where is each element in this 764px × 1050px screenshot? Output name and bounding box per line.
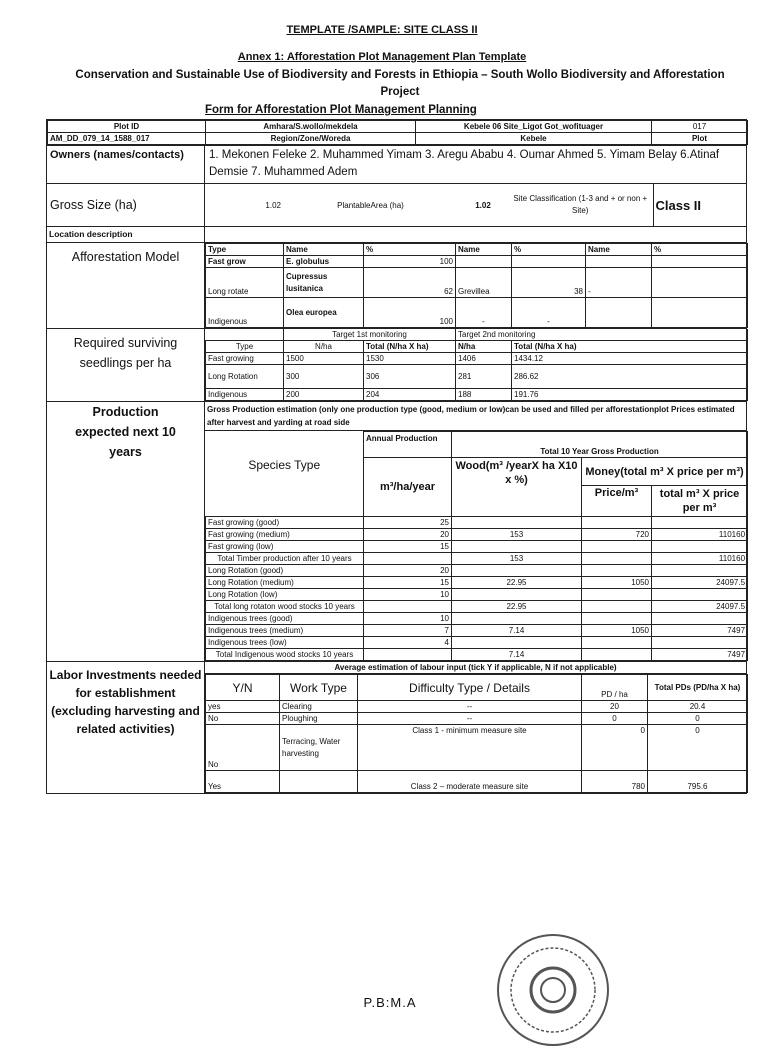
footer-signature: P.B:M.A: [363, 995, 417, 1010]
model-row: [47, 243, 747, 329]
production-wood-cell: 7.14: [452, 649, 582, 661]
production-wood-cell: [452, 589, 582, 601]
production-species-cell: Indigenous trees (medium): [206, 625, 364, 637]
production-total-cell: 24097.5: [652, 577, 748, 589]
production-wood-cell: 153: [452, 529, 582, 541]
site-class-label: Site Classification (1-3 and + or non + Site): [513, 194, 648, 215]
location-label: Location description: [47, 227, 205, 243]
production-price-cell: [582, 637, 652, 649]
production-row: [206, 529, 748, 541]
wood-header: Wood(m³ /yearX ha X10 x %): [452, 458, 582, 517]
project-title: Conservation and Sustainable Use of Biodiversity and Forests in Ethiopia – South Wollo Biodiversity and Afforestation Project: [75, 69, 725, 98]
kebele-value: Kebele 06 Site_Ligot Got_wofituager: [416, 121, 652, 133]
production-annual-cell: [364, 553, 452, 565]
production-wood-cell: 22.95: [452, 577, 582, 589]
production-species-cell: Fast growing (good): [206, 517, 364, 529]
labor-row-terracing: No Terracing, Water harvesting Class 1 - minimum measure site 0 0: [206, 725, 748, 771]
production-species-cell: Total Indigenous wood stocks 10 years: [206, 649, 364, 661]
production-price-cell: 1050: [582, 577, 652, 589]
model-row-indigenous: Indigenous Olea europea 100 - -: [206, 298, 748, 328]
production-annual-cell: [364, 649, 452, 661]
production-total-cell: 7497: [652, 649, 748, 661]
species-type-header: Species Type: [248, 457, 321, 472]
production-annual-cell: 15: [364, 541, 452, 553]
gross-size-label: Gross Size (ha): [47, 184, 205, 227]
production-species-cell: Long Rotation (good): [206, 565, 364, 577]
production-species-cell: Total long rotaton wood stocks 10 years: [206, 601, 364, 613]
plan-form: [46, 119, 747, 794]
production-price-cell: [582, 553, 652, 565]
seedlings-row-indigenous: Indigenous 200 204 188 191.76: [206, 389, 748, 401]
production-annual-cell: [364, 601, 452, 613]
labor-table: Y/N Work Type Difficulty Type / Details PD / ha Total PDs (PD/ha X ha) yes Clearing -- 20 20.4 No Ploughing -- 0 0 No Terracing, Water harvesting Class 1 - minimum measure site 0 0 Yes Class 2 – moderate measure site 780 795.6: [205, 674, 748, 793]
annual-production-header: Annual Production: [364, 432, 452, 458]
plantable-label: PlantableArea (ha): [337, 200, 404, 210]
production-row: [206, 517, 748, 529]
gross-size-value: 1.02: [265, 200, 281, 210]
model-label: Afforestation Model: [47, 243, 205, 329]
production-row: [206, 541, 748, 553]
labor-intro: Average estimation of labour input (tick Y if applicable, N if not applicable): [205, 662, 746, 674]
production-total-cell: 24097.5: [652, 601, 748, 613]
production-wood-cell: 22.95: [452, 601, 582, 613]
production-row: [206, 625, 748, 637]
production-price-cell: [582, 601, 652, 613]
production-species-cell: Long Rotation (low): [206, 589, 364, 601]
model-table: Type Name % Name % Name % Fast grow E. globulus 100 Long rotate Cupressus lusitanica 62 Grevillea 38 - Indigenous Olea europea 100 - -: [205, 243, 748, 328]
labor-row-ploughing: No Ploughing -- 0 0: [206, 713, 748, 725]
plot-id-table: [47, 120, 748, 145]
seedlings-row-long: Long Rotation 300 306 281 286.62: [206, 365, 748, 389]
production-price-cell: [582, 589, 652, 601]
site-class-value: Class II: [653, 184, 747, 226]
production-total-row: [206, 601, 748, 613]
form-title: Form for Afforestation Plot Management Planning: [205, 104, 477, 116]
stamp-center: [541, 978, 565, 1002]
annex-title: Annex 1: Afforestation Plot Management Plan Template: [237, 51, 527, 63]
production-row: [206, 589, 748, 601]
production-total-cell: [652, 565, 748, 577]
model-row-fast: Fast grow E. globulus 100: [206, 256, 748, 268]
plantable-value: 1.02: [475, 200, 491, 210]
labor-label: Labor Investments needed for establishment (excluding harvesting and related activities): [47, 662, 205, 794]
template-title: TEMPLATE /SAMPLE: SITE CLASS II: [286, 24, 478, 36]
plot-id-value: AM_DD_079_14_1588_017: [48, 133, 206, 145]
seedlings-row: [47, 329, 747, 402]
production-annual-cell: 10: [364, 589, 452, 601]
owners-row: [47, 146, 747, 184]
production-wood-cell: [452, 613, 582, 625]
production-total-cell: 110160: [652, 553, 748, 565]
production-price-cell: [582, 565, 652, 577]
production-table: [205, 431, 748, 661]
stamp-inner-ring: [531, 968, 575, 1012]
stamp-outer-ring: [498, 935, 608, 1045]
seedlings-row-fast: Fast growing 1500 1530 1406 1434.12: [206, 353, 748, 365]
production-row: [206, 577, 748, 589]
production-annual-cell: 15: [364, 577, 452, 589]
labor-row: [47, 662, 747, 794]
labor-row-class2: Yes Class 2 – moderate measure site 780 795.6: [206, 771, 748, 793]
production-row: [206, 637, 748, 649]
region-label: Region/Zone/Woreda: [206, 133, 416, 145]
production-label: Production expected next 10 years: [47, 402, 205, 662]
production-intro: Gross Production estimation (only one production type (good, medium or low)can be used and filled per afforestationplot Prices estimated after harvest and yarding at road side: [205, 402, 746, 431]
production-annual-cell: 7: [364, 625, 452, 637]
production-wood-cell: [452, 517, 582, 529]
total-production-header: Total 10 Year Gross Production: [452, 432, 748, 458]
production-wood-cell: [452, 541, 582, 553]
price-header: Price/m³: [582, 486, 652, 517]
production-annual-cell: 10: [364, 613, 452, 625]
production-total-cell: [652, 517, 748, 529]
production-price-cell: [582, 517, 652, 529]
production-species-cell: Fast growing (medium): [206, 529, 364, 541]
production-species-cell: Fast growing (low): [206, 541, 364, 553]
production-price-cell: [582, 541, 652, 553]
plot-label: Plot: [652, 133, 748, 145]
owners-value: 1. Mekonen Feleke 2. Muhammed Yimam 3. Aregu Ababu 4. Oumar Ahmed 5. Yimam Belay 6.Atinaf Demsie 7. Muhammed Adem: [205, 146, 747, 184]
labor-row-clearing: yes Clearing -- 20 20.4: [206, 701, 748, 713]
production-total-row: [206, 553, 748, 565]
production-wood-cell: [452, 565, 582, 577]
total-price-header: total m³ X price per m³: [652, 486, 748, 517]
production-price-cell: [582, 649, 652, 661]
production-wood-cell: 153: [452, 553, 582, 565]
owners-label: Owners (names/contacts): [47, 146, 205, 184]
kebele-label: Kebele: [416, 133, 652, 145]
production-annual-cell: 4: [364, 637, 452, 649]
production-total-cell: 110160: [652, 529, 748, 541]
production-annual-cell: 20: [364, 529, 452, 541]
production-price-cell: 720: [582, 529, 652, 541]
production-species-cell: Indigenous trees (good): [206, 613, 364, 625]
production-total-cell: [652, 541, 748, 553]
production-species-cell: Indigenous trees (low): [206, 637, 364, 649]
model-row-long: Long rotate Cupressus lusitanica 62 Grevillea 38 -: [206, 268, 748, 298]
production-total-row: [206, 649, 748, 661]
plot-id-label: Plot ID: [48, 121, 206, 133]
production-total-cell: [652, 589, 748, 601]
official-stamp: [493, 930, 613, 1050]
plot-number: 017: [652, 121, 748, 133]
production-species-cell: Total Timber production after 10 years: [206, 553, 364, 565]
production-wood-cell: [452, 637, 582, 649]
seedlings-label: Required surviving seedlings per ha: [47, 329, 205, 402]
production-row: [206, 613, 748, 625]
gross-size-row: [47, 184, 747, 227]
production-row: [206, 565, 748, 577]
plot-id-row: [47, 120, 747, 146]
location-row: [47, 227, 747, 243]
stamp-middle-ring: [511, 948, 595, 1032]
production-species-cell: Long Rotation (medium): [206, 577, 364, 589]
production-total-cell: [652, 613, 748, 625]
seedlings-table: Target 1st monitoring Target 2nd monitoring Type N/ha Total (N/ha X ha) N/ha Total (N/ha X ha) Fast growing 1500 1530 1406 1434.12 Long Rotation 300 306 281 286.62 Indigenous 200 204 188 191.76: [205, 329, 748, 401]
production-annual-cell: 25: [364, 517, 452, 529]
money-header: Money(total m³ X price per m³): [582, 458, 748, 486]
production-price-cell: [582, 613, 652, 625]
production-wood-cell: 7.14: [452, 625, 582, 637]
production-annual-cell: 20: [364, 565, 452, 577]
production-total-cell: 7497: [652, 625, 748, 637]
production-total-cell: [652, 637, 748, 649]
unit-header: m³/ha/year: [364, 458, 452, 517]
region-value: Amhara/S.wollo/mekdela: [206, 121, 416, 133]
production-row: [47, 402, 747, 662]
production-price-cell: 1050: [582, 625, 652, 637]
